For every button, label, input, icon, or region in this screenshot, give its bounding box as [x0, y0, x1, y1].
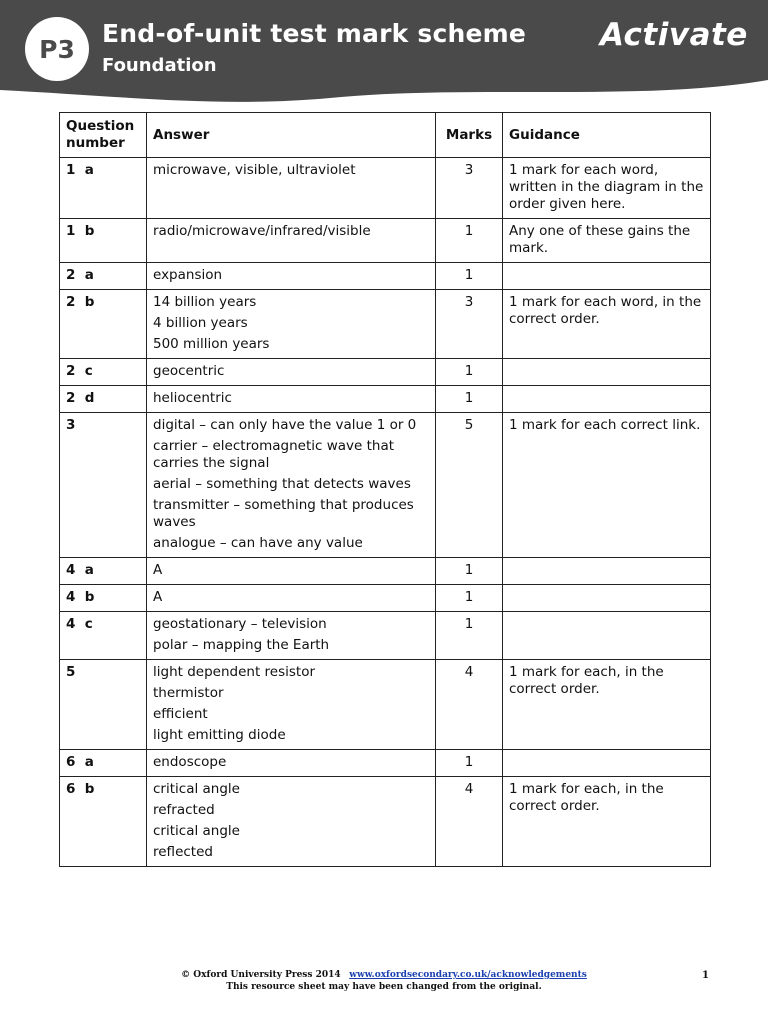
marks-cell: 1 — [436, 386, 503, 413]
guidance-cell: 1 mark for each correct link. — [503, 413, 711, 558]
guidance-cell: 1 mark for each word, written in the diagram in the order given here. — [503, 158, 711, 219]
marks-cell: 1 — [436, 750, 503, 777]
answer-line: transmitter – something that produces waves — [153, 497, 414, 530]
marks-cell: 1 — [436, 585, 503, 612]
answer-line: geostationary – television — [153, 616, 327, 632]
question-number: 4 b — [60, 585, 147, 612]
guidance-cell: Any one of these gains the mark. — [503, 219, 711, 263]
guidance-cell — [503, 263, 711, 290]
answer-line: thermistor — [153, 685, 224, 701]
question-number: 6 b — [60, 777, 147, 867]
answer-line: geocentric — [153, 363, 225, 379]
answer-cell — [147, 290, 436, 359]
table-row — [60, 660, 711, 750]
answer-line: heliocentric — [153, 390, 232, 406]
header-answer: Answer — [147, 113, 436, 158]
guidance-cell — [503, 359, 711, 386]
table-row — [60, 219, 711, 263]
acknowledgements-link[interactable]: www.oxfordsecondary.co.uk/acknowledgements — [349, 970, 587, 980]
table-row — [60, 585, 711, 612]
marks-cell: 1 — [436, 219, 503, 263]
answer-line: polar – mapping the Earth — [153, 637, 330, 653]
answer-cell — [147, 386, 436, 413]
question-number: 2 c — [60, 359, 147, 386]
answer-line: A — [153, 562, 163, 578]
table-row — [60, 290, 711, 359]
table-row — [60, 558, 711, 585]
question-number: 1 b — [60, 219, 147, 263]
answer-line: microwave, visible, ultraviolet — [153, 162, 356, 178]
answer-cell — [147, 263, 436, 290]
answer-line: endoscope — [153, 754, 227, 770]
answer-line: analogue – can have any value — [153, 535, 363, 551]
question-number: 2 d — [60, 386, 147, 413]
question-number: 4 a — [60, 558, 147, 585]
footer — [0, 970, 768, 992]
table-row — [60, 386, 711, 413]
table-row — [60, 158, 711, 219]
table-row — [60, 413, 711, 558]
answer-line: A — [153, 589, 163, 605]
answer-line: 500 million years — [153, 336, 270, 352]
unit-badge: P3 — [25, 17, 89, 81]
table-row — [60, 750, 711, 777]
answer-cell — [147, 359, 436, 386]
marks-cell: 1 — [436, 359, 503, 386]
guidance-cell — [503, 386, 711, 413]
footer-note: This resource sheet may have been changed from the original. — [226, 982, 542, 992]
header-guidance: Guidance — [503, 113, 711, 158]
question-number: 2 a — [60, 263, 147, 290]
table-row — [60, 359, 711, 386]
answer-line: carrier – electromagnetic wave that carries the signal — [153, 438, 395, 471]
answer-line: 14 billion years — [153, 294, 257, 310]
header-question: Question number — [60, 113, 147, 158]
guidance-cell — [503, 750, 711, 777]
table-row — [60, 612, 711, 660]
marks-cell: 5 — [436, 413, 503, 558]
answer-line: radio/microwave/infrared/visible — [153, 223, 371, 239]
answer-cell — [147, 777, 436, 867]
answer-cell — [147, 660, 436, 750]
guidance-cell: 1 mark for each, in the correct order. — [503, 777, 711, 867]
question-number: 2 b — [60, 290, 147, 359]
brand-logo: Activate — [600, 17, 748, 53]
guidance-cell — [503, 612, 711, 660]
header-banner — [0, 0, 768, 110]
marks-cell: 3 — [436, 290, 503, 359]
table-body — [60, 158, 711, 867]
guidance-cell — [503, 585, 711, 612]
guidance-cell: 1 mark for each word, in the correct order. — [503, 290, 711, 359]
question-number: 5 — [60, 660, 147, 750]
mark-scheme-table — [59, 112, 711, 867]
answer-line: aerial – something that detects waves — [153, 476, 411, 492]
copyright-text: © Oxford University Press 2014 — [181, 970, 341, 980]
marks-cell: 1 — [436, 263, 503, 290]
marks-cell: 3 — [436, 158, 503, 219]
table-header-row — [60, 113, 711, 158]
answer-line: expansion — [153, 267, 223, 283]
marks-cell: 4 — [436, 777, 503, 867]
marks-cell: 1 — [436, 612, 503, 660]
answer-cell — [147, 219, 436, 263]
question-number: 3 — [60, 413, 147, 558]
answer-line: light dependent resistor — [153, 664, 316, 680]
answer-line: efficient — [153, 706, 208, 722]
answer-cell — [147, 750, 436, 777]
page-subtitle: Foundation — [102, 55, 217, 76]
page-number: 1 — [702, 970, 709, 981]
guidance-cell: 1 mark for each, in the correct order. — [503, 660, 711, 750]
answer-line: refracted — [153, 802, 215, 818]
question-number: 6 a — [60, 750, 147, 777]
answer-cell — [147, 158, 436, 219]
answer-line: critical angle — [153, 781, 240, 797]
answer-line: light emitting diode — [153, 727, 286, 743]
guidance-cell — [503, 558, 711, 585]
answer-cell — [147, 585, 436, 612]
answer-cell — [147, 413, 436, 558]
answer-line: reflected — [153, 844, 213, 860]
answer-line: digital – can only have the value 1 or 0 — [153, 417, 417, 433]
question-number: 1 a — [60, 158, 147, 219]
header-marks: Marks — [436, 113, 503, 158]
answer-line: critical angle — [153, 823, 240, 839]
table-row — [60, 263, 711, 290]
question-number: 4 c — [60, 612, 147, 660]
page-title: End-of-unit test mark scheme — [102, 19, 527, 48]
answer-cell — [147, 558, 436, 585]
table-row — [60, 777, 711, 867]
answer-line: 4 billion years — [153, 315, 248, 331]
marks-cell: 1 — [436, 558, 503, 585]
marks-cell: 4 — [436, 660, 503, 750]
answer-cell — [147, 612, 436, 660]
